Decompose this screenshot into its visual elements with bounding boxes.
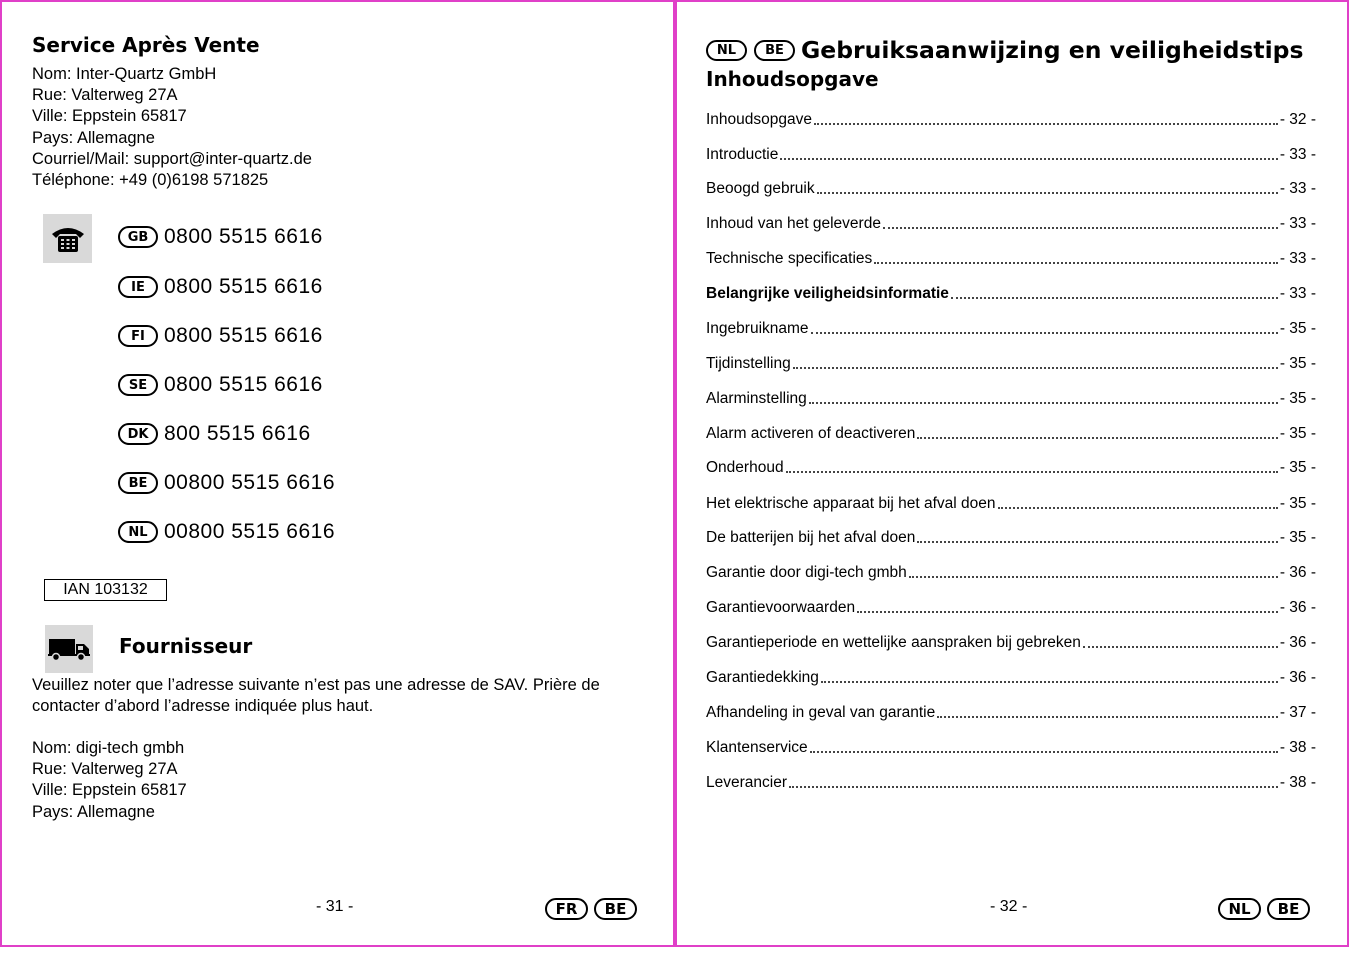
- truck-icon: [45, 625, 93, 673]
- service-line: Pays: Allemagne: [32, 128, 155, 147]
- toc-leader: [1083, 645, 1278, 648]
- toc-label: Beoogd gebruik: [706, 180, 815, 197]
- toc-heading: Inhoudsopgave: [706, 67, 879, 91]
- service-line: Ville: Eppstein 65817: [32, 107, 187, 126]
- toc-page: - 35 -: [1279, 320, 1316, 337]
- country-badge: IE: [118, 276, 158, 298]
- phone-row-fi: [118, 324, 323, 348]
- language-badge: BE: [754, 40, 795, 61]
- toc-label: Alarm activeren of deactiveren: [706, 425, 916, 442]
- toc-entry[interactable]: [706, 455, 1316, 477]
- phone-row-be: [118, 471, 335, 495]
- toc-label: Garantie door digi-tech gmbh: [706, 564, 907, 581]
- country-badge: NL: [118, 521, 158, 543]
- phone-number: 0800 5515 6616: [164, 373, 323, 396]
- toc-page: - 38 -: [1279, 774, 1316, 791]
- toc-entry[interactable]: [706, 770, 1316, 792]
- supplier-line: Pays: Allemagne: [32, 802, 155, 821]
- toc-page: - 38 -: [1279, 739, 1316, 756]
- service-address: [32, 64, 312, 191]
- supplier-line: Nom: digi-tech gmbh: [32, 739, 185, 757]
- language-badge: NL: [1218, 898, 1261, 920]
- supplier-line: Ville: Eppstein 65817: [32, 781, 187, 800]
- supplier-line: Rue: Valterweg 27A: [32, 760, 178, 779]
- toc-label: Klantenservice: [706, 739, 808, 756]
- toc-entry[interactable]: [706, 595, 1316, 617]
- toc-label: Introductie: [706, 146, 779, 163]
- toc-entry[interactable]: [706, 525, 1316, 547]
- country-badge: FI: [118, 325, 158, 347]
- telephone-icon: [43, 214, 92, 263]
- toc-entry[interactable]: [706, 351, 1316, 373]
- toc-entry[interactable]: [706, 735, 1316, 757]
- toc-page: - 32 -: [1279, 111, 1316, 128]
- toc-leader: [917, 436, 1277, 439]
- toc-leader: [809, 401, 1278, 404]
- toc-label: Technische specificaties: [706, 250, 873, 267]
- footer-badges-right: [1218, 898, 1310, 920]
- phone-number: 0800 5515 6616: [164, 324, 323, 347]
- language-badge: NL: [706, 40, 747, 61]
- toc-label: Inhoud van het geleverde: [706, 215, 881, 232]
- ian-box: IAN 103132: [44, 579, 167, 601]
- supplier-note: Veuillez noter que l’adresse suivante n’est pas une adresse de SAV. Prière de contacter d’abord l’adresse indiquée plus haut.: [32, 676, 600, 716]
- toc-label: Onderhoud: [706, 459, 784, 476]
- toc-page: - 35 -: [1279, 390, 1316, 407]
- toc-page: - 35 -: [1279, 459, 1316, 476]
- country-badge: SE: [118, 374, 158, 396]
- toc-page: - 33 -: [1279, 250, 1316, 267]
- toc-entry[interactable]: [706, 176, 1316, 198]
- phone-row-dk: [118, 422, 311, 446]
- toc-entry[interactable]: [706, 421, 1316, 443]
- toc-leader: [883, 226, 1278, 229]
- toc-page: - 33 -: [1279, 146, 1316, 163]
- supplier-title: Fournisseur: [119, 634, 253, 658]
- toc-leader: [789, 785, 1278, 788]
- toc-leader: [857, 610, 1278, 613]
- toc-leader: [917, 540, 1277, 543]
- toc-leader: [793, 366, 1278, 369]
- phone-row-ie: [118, 275, 323, 299]
- toc-label: Afhandeling in geval van garantie: [706, 704, 936, 721]
- toc-entry[interactable]: [706, 281, 1316, 303]
- language-badge: BE: [1267, 898, 1310, 920]
- language-badge: FR: [545, 898, 588, 920]
- toc-entry[interactable]: [706, 142, 1316, 164]
- page-number-left: - 31 -: [316, 898, 354, 915]
- toc-page: - 33 -: [1279, 215, 1316, 232]
- language-badge: BE: [594, 898, 637, 920]
- phone-number: 800 5515 6616: [164, 422, 311, 445]
- phone-number: 00800 5515 6616: [164, 471, 335, 494]
- toc-entry[interactable]: [706, 246, 1316, 268]
- toc-page: - 36 -: [1279, 564, 1316, 581]
- service-line: Nom: Inter-Quartz GmbH: [32, 65, 217, 83]
- toc-entry[interactable]: [706, 491, 1316, 513]
- toc-label: Garantiedekking: [706, 669, 819, 686]
- footer-badges-left: [545, 898, 637, 920]
- toc-leader: [874, 261, 1278, 264]
- phone-row-se: [118, 373, 323, 397]
- toc-page: - 33 -: [1279, 285, 1316, 302]
- toc-label: Alarminstelling: [706, 390, 807, 407]
- service-line: Téléphone: +49 (0)6198 571825: [32, 171, 269, 190]
- toc-entry[interactable]: [706, 107, 1316, 129]
- country-badge: BE: [118, 472, 158, 494]
- toc-entry[interactable]: [706, 316, 1316, 338]
- toc-entry[interactable]: [706, 211, 1316, 233]
- toc-leader: [811, 331, 1278, 334]
- toc-entry[interactable]: [706, 386, 1316, 408]
- toc-leader: [937, 715, 1278, 718]
- service-title: Service Après Vente: [32, 33, 260, 57]
- phone-number: 00800 5515 6616: [164, 520, 335, 543]
- toc-leader: [810, 750, 1278, 753]
- toc-label: De batterijen bij het afval doen: [706, 529, 916, 546]
- toc-page: - 37 -: [1279, 704, 1316, 721]
- toc-label: Inhoudsopgave: [706, 111, 813, 128]
- toc-page: - 33 -: [1279, 180, 1316, 197]
- toc-leader: [821, 680, 1278, 683]
- toc-label: Tijdinstelling: [706, 355, 791, 372]
- phone-row-nl: [118, 520, 335, 544]
- toc-leader: [814, 122, 1278, 125]
- toc-label: Het elektrische apparaat bij het afval doen: [706, 495, 996, 512]
- supplier-address: [32, 738, 187, 823]
- page-number-right: - 32 -: [990, 898, 1028, 915]
- toc-page: - 35 -: [1279, 425, 1316, 442]
- toc-page: - 36 -: [1279, 634, 1316, 651]
- toc-page: - 35 -: [1279, 495, 1316, 512]
- toc-page: - 36 -: [1279, 599, 1316, 616]
- toc-leader: [817, 191, 1278, 194]
- right-header: [706, 36, 1304, 64]
- toc-leader: [951, 296, 1278, 299]
- toc-leader: [909, 575, 1278, 578]
- toc-entry[interactable]: [706, 560, 1316, 582]
- toc-leader: [998, 506, 1278, 509]
- country-badge: GB: [118, 226, 158, 248]
- toc-label: Ingebruikname: [706, 320, 809, 337]
- toc-page: - 35 -: [1279, 529, 1316, 546]
- country-badge: DK: [118, 423, 158, 445]
- toc-label: Leverancier: [706, 774, 787, 791]
- toc-leader: [786, 470, 1278, 473]
- toc-entry[interactable]: [706, 630, 1316, 652]
- service-line: Courriel/Mail: support@inter-quartz.de: [32, 149, 312, 168]
- toc-page: - 35 -: [1279, 355, 1316, 372]
- page-title: Gebruiksaanwijzing en veiligheidstips: [801, 36, 1304, 64]
- toc-label: Belangrijke veiligheidsinformatie: [706, 285, 949, 302]
- toc-label: Garantievoorwaarden: [706, 599, 856, 616]
- toc-page: - 36 -: [1279, 669, 1316, 686]
- phone-number: 0800 5515 6616: [164, 225, 323, 248]
- service-line: Rue: Valterweg 27A: [32, 86, 178, 105]
- phone-number: 0800 5515 6616: [164, 275, 323, 298]
- toc-entry[interactable]: [706, 700, 1316, 722]
- phone-row-gb: [118, 225, 323, 249]
- toc-label: Garantieperiode en wettelijke aanspraken bij gebreken: [706, 634, 1081, 651]
- toc-leader: [780, 157, 1277, 160]
- toc-entry[interactable]: [706, 665, 1316, 687]
